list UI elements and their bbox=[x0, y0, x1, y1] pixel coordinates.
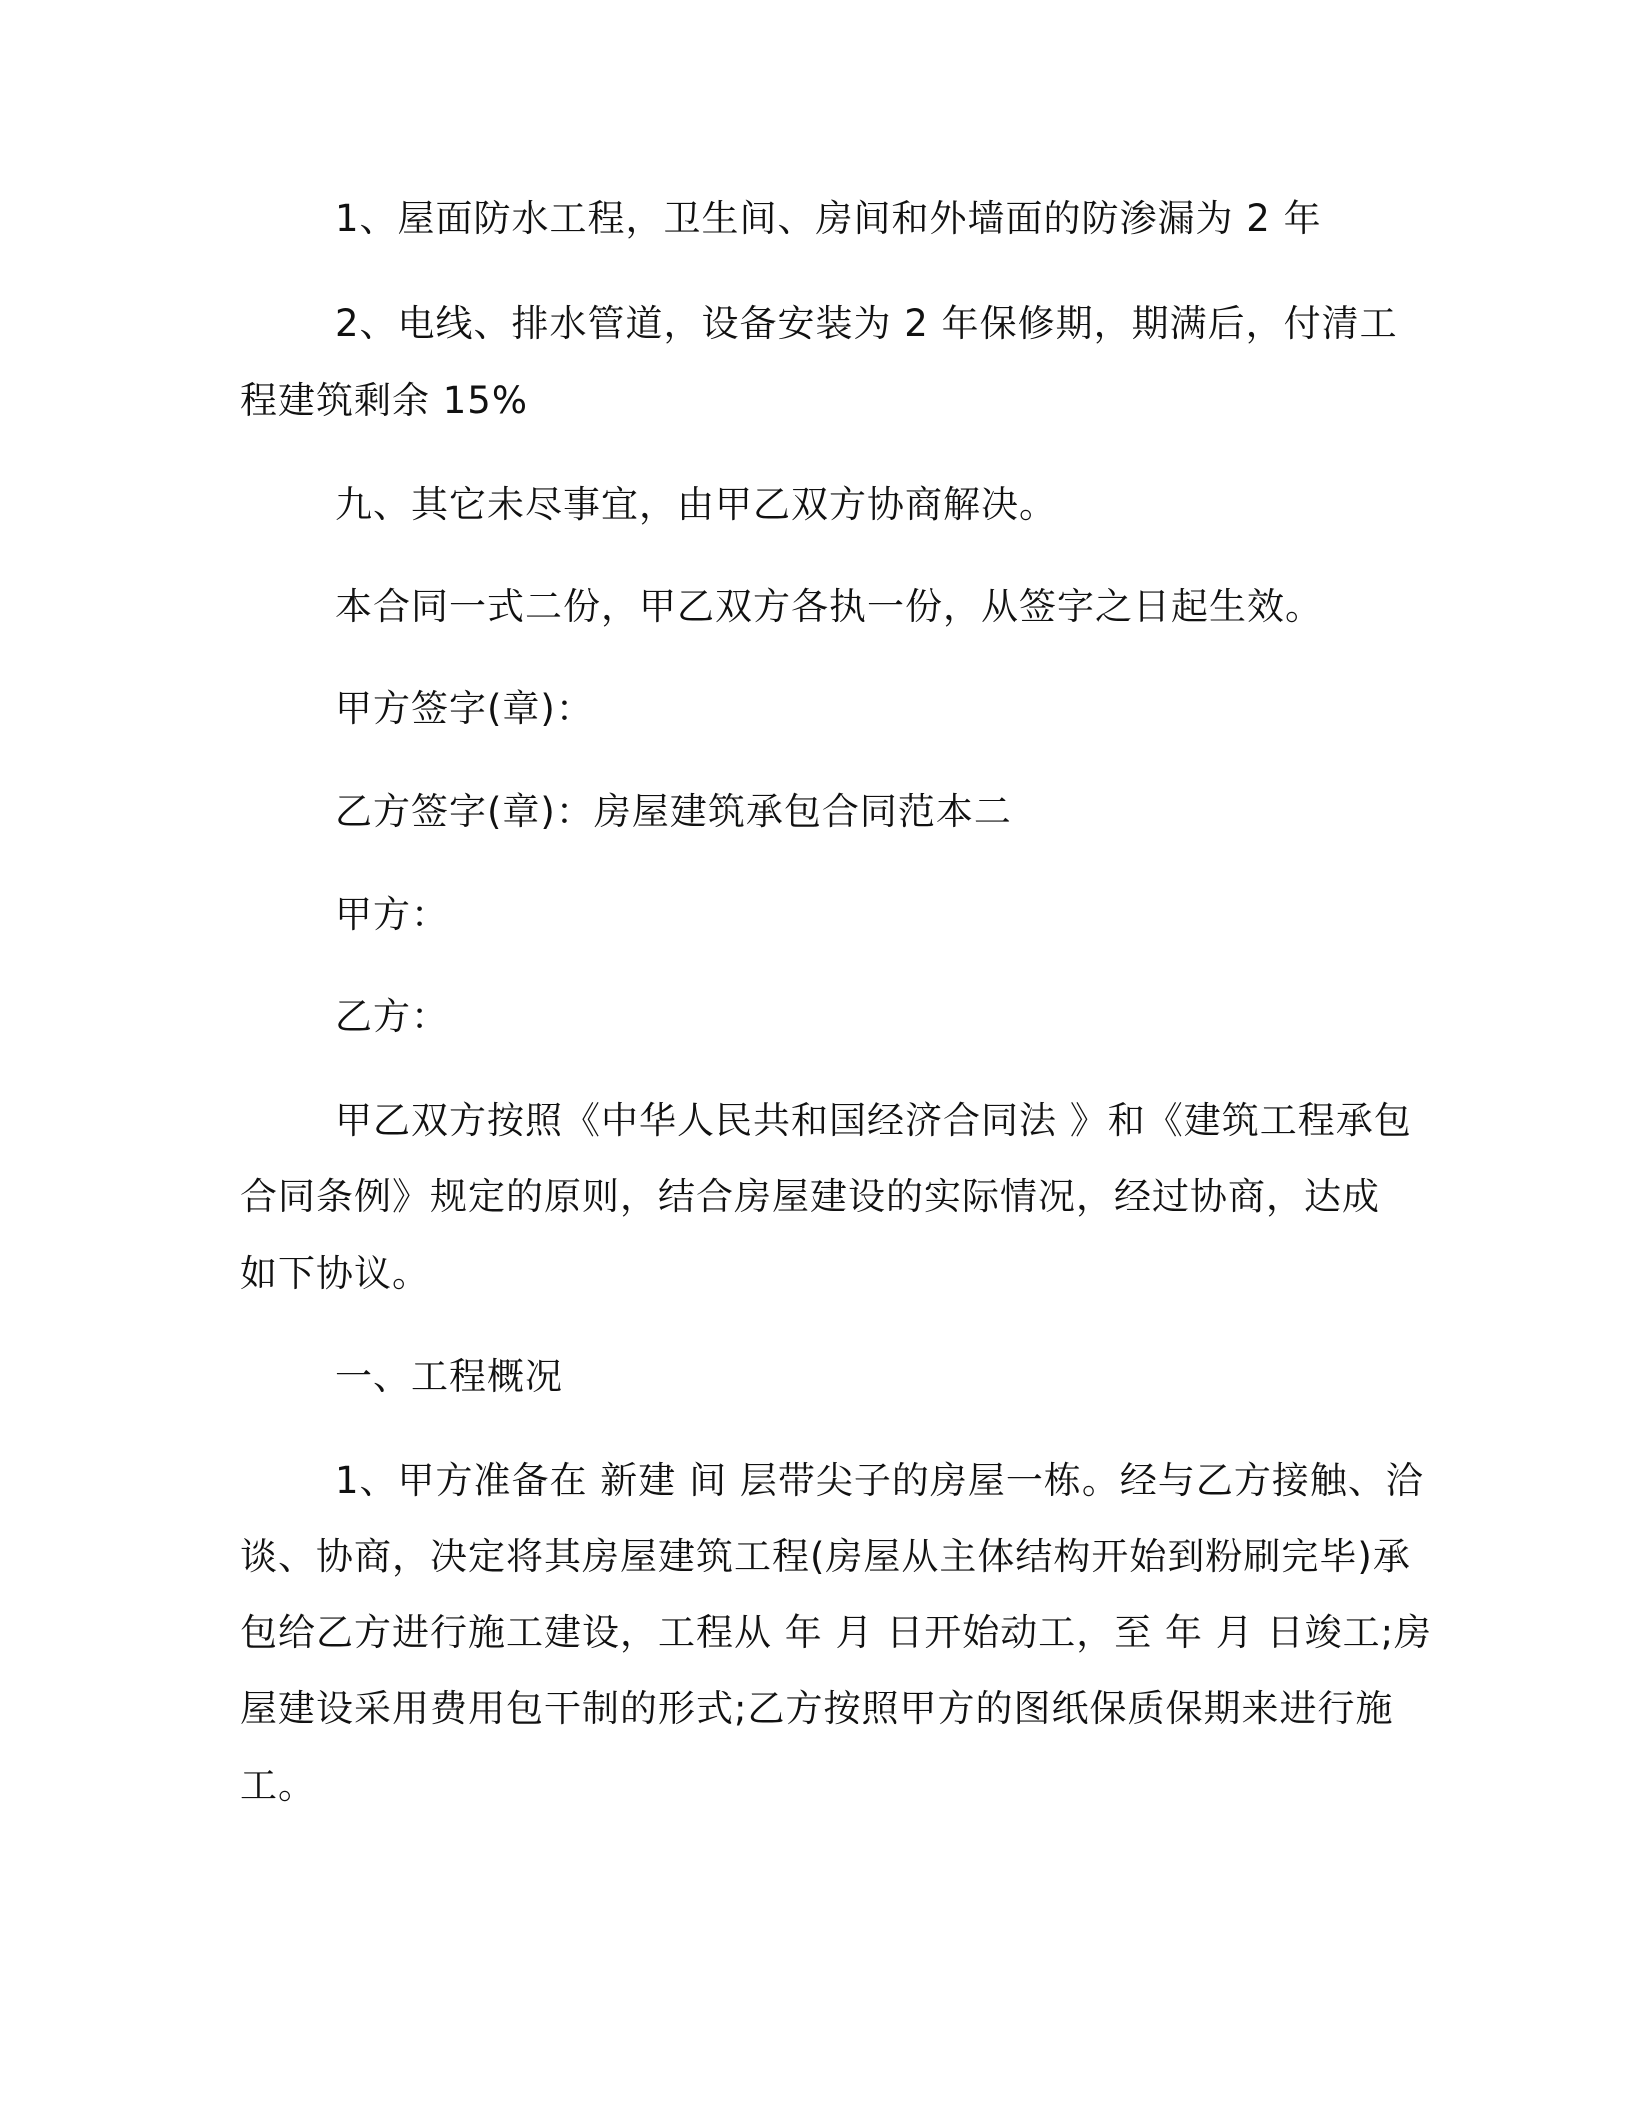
project-overview-line-4: 屋建设采用费用包干制的形式;乙方按照甲方的图纸保质保期来进行施 bbox=[240, 1687, 1394, 1730]
party-a-label: 甲方： bbox=[335, 893, 449, 936]
section-nine: 九、其它未尽事宜，由甲乙双方协商解决。 bbox=[335, 483, 1057, 526]
copies-clause: 本合同一式二份，甲乙双方各执一份，从签字之日起生效。 bbox=[335, 585, 1323, 628]
warranty-clause-2: 2、电线、排水管道，设备安装为 2 年保修期，期满后，付清工 bbox=[335, 302, 1398, 345]
warranty-clause-1: 1、屋面防水工程，卫生间、房间和外墙面的防渗漏为 2 年 bbox=[335, 197, 1322, 240]
warranty-clause-2-cont: 程建筑剩余 15% bbox=[240, 379, 528, 422]
project-overview-line-3: 包给乙方进行施工建设，工程从 年 月 日开始动工，至 年 月 日竣工;房 bbox=[240, 1611, 1433, 1654]
preamble-line-3: 如下协议。 bbox=[240, 1252, 430, 1295]
preamble-line-1: 甲乙双方按照《中华人民共和国经济合同法 》和《建筑工程承包 bbox=[335, 1099, 1412, 1142]
party-a-signature-label: 甲方签字(章)： bbox=[335, 687, 594, 730]
project-overview-line-2: 谈、协商，决定将其房屋建筑工程(房屋从主体结构开始到粉刷完毕)承 bbox=[240, 1535, 1411, 1578]
project-overview-line-1: 1、甲方准备在 新建 间 层带尖子的房屋一栋。经与乙方接触、洽 bbox=[335, 1459, 1424, 1502]
project-overview-line-5: 工。 bbox=[240, 1764, 316, 1807]
section-one-heading: 一、工程概况 bbox=[335, 1355, 563, 1398]
party-b-label: 乙方： bbox=[335, 995, 449, 1038]
party-b-signature-label: 乙方签字(章)：房屋建筑承包合同范本二 bbox=[335, 790, 1012, 833]
preamble-line-2: 合同条例》规定的原则，结合房屋建设的实际情况，经过协商，达成 bbox=[240, 1175, 1380, 1218]
